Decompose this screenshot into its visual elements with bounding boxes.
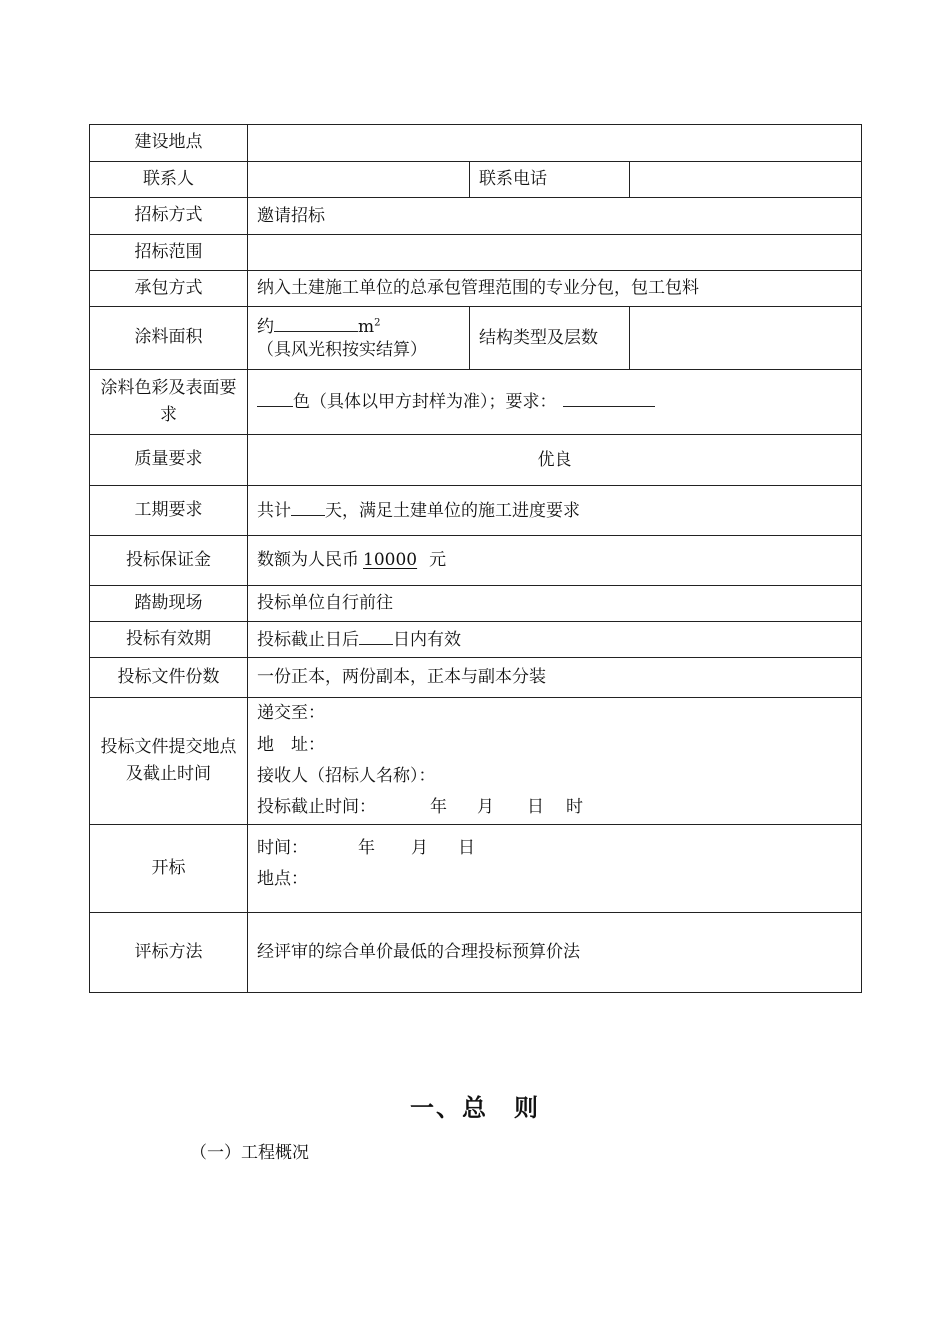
submission-value: [248, 698, 862, 825]
area-unit: m: [358, 316, 375, 337]
row-duration: [90, 486, 862, 536]
area-unit-sup: 2: [374, 316, 381, 328]
quality-value: 优良: [248, 435, 862, 486]
duration-value: [248, 486, 862, 536]
row-contact: [90, 162, 862, 198]
requirement-blank: [563, 390, 655, 407]
submission-receiver: 接收人（招标人名称）：: [257, 766, 436, 786]
structure-label: 结构类型及层数: [470, 307, 630, 370]
submission-deadline: [257, 792, 852, 823]
evaluation-label: 评标方法: [90, 913, 248, 993]
quality-label: 质量要求: [90, 435, 248, 486]
area-value: [248, 307, 470, 370]
duration-blank: [291, 499, 325, 516]
color-suffix: 色（具体以甲方封样为准）；要求：: [293, 392, 557, 413]
area-blank: [274, 315, 358, 332]
submission-to: 递交至：: [257, 703, 325, 724]
opening-time-label: 时间：: [257, 838, 308, 858]
row-quality: [90, 435, 862, 486]
scope-label: 招标范围: [90, 235, 248, 271]
row-deposit: [90, 536, 862, 586]
row-validity: [90, 622, 862, 658]
area-label: 涂料面积: [90, 307, 248, 370]
row-scope: [90, 235, 862, 271]
deadline-day: 日: [527, 797, 544, 818]
duration-prefix: 共计: [257, 500, 291, 521]
submission-address: 地 址：: [257, 734, 325, 755]
duration-label: 工期要求: [90, 486, 248, 536]
opening-label: 开标: [90, 825, 248, 913]
color-blank: [257, 390, 293, 407]
opening-day: 日: [458, 838, 475, 858]
opening-time: [257, 833, 852, 864]
deposit-prefix: 数额为人民币: [257, 550, 359, 571]
deposit-suffix: 元: [429, 550, 447, 571]
area-note: （具风光积按实结算）: [257, 339, 427, 360]
deposit-label: 投标保证金: [90, 536, 248, 586]
section-title: 一、总 则: [410, 1093, 540, 1122]
deadline-month: 月: [477, 797, 494, 818]
row-evaluation: [90, 913, 862, 993]
row-area: [90, 307, 862, 370]
opening-place: 地点：: [257, 869, 308, 890]
method-label: 招标方式: [90, 198, 248, 235]
location-label: 建设地点: [90, 125, 248, 162]
deposit-value: [248, 536, 862, 586]
row-site-visit: [90, 586, 862, 622]
validity-label: 投标有效期: [90, 622, 248, 658]
phone-label: 联系电话: [470, 162, 630, 198]
deadline-hour: 时: [566, 797, 583, 818]
submission-label: 投标文件提交地点及截止时间: [90, 698, 248, 825]
color-value: [248, 370, 862, 435]
deposit-amount: 10000: [363, 550, 418, 571]
contact-label: 联系人: [90, 162, 248, 198]
color-label: 涂料色彩及表面要求: [90, 370, 248, 435]
opening-month: 月: [411, 838, 428, 858]
site-visit-value: 投标单位自行前往: [248, 586, 862, 622]
opening-value: [248, 825, 862, 913]
row-submission: [90, 698, 862, 825]
evaluation-value: 经评审的综合单价最低的合理投标预算价法: [248, 913, 862, 993]
duration-suffix: 天，满足土建单位的施工进度要求: [325, 500, 580, 521]
scope-value: [248, 235, 862, 271]
area-prefix: 约: [257, 316, 274, 337]
row-method: [90, 198, 862, 235]
site-visit-label: 踏勘现场: [90, 586, 248, 622]
structure-value: [630, 307, 862, 370]
copies-value: 一份正本，两份副本，正本与副本分装: [248, 658, 862, 698]
contract-value: 纳入土建施工单位的总承包管理范围的专业分包，包工包料: [248, 271, 862, 307]
method-value: 邀请招标: [248, 198, 862, 235]
validity-suffix: 日内有效: [393, 629, 461, 650]
row-copies: [90, 658, 862, 698]
row-location: [90, 125, 862, 162]
deadline-year: 年: [430, 797, 447, 818]
row-opening: [90, 825, 862, 913]
copies-label: 投标文件份数: [90, 658, 248, 698]
contract-label: 承包方式: [90, 271, 248, 307]
row-color: [90, 370, 862, 435]
subsection-title: （一）工程概况: [190, 1143, 309, 1163]
validity-prefix: 投标截止日后: [257, 629, 359, 650]
validity-blank: [359, 628, 393, 645]
contact-value: [248, 162, 470, 198]
location-value: [248, 125, 862, 162]
tender-info-table: [89, 124, 862, 993]
row-contract: [90, 271, 862, 307]
opening-year: 年: [358, 838, 375, 858]
phone-value: [630, 162, 862, 198]
deadline-label: 投标截止时间：: [257, 797, 376, 818]
validity-value: [248, 622, 862, 658]
